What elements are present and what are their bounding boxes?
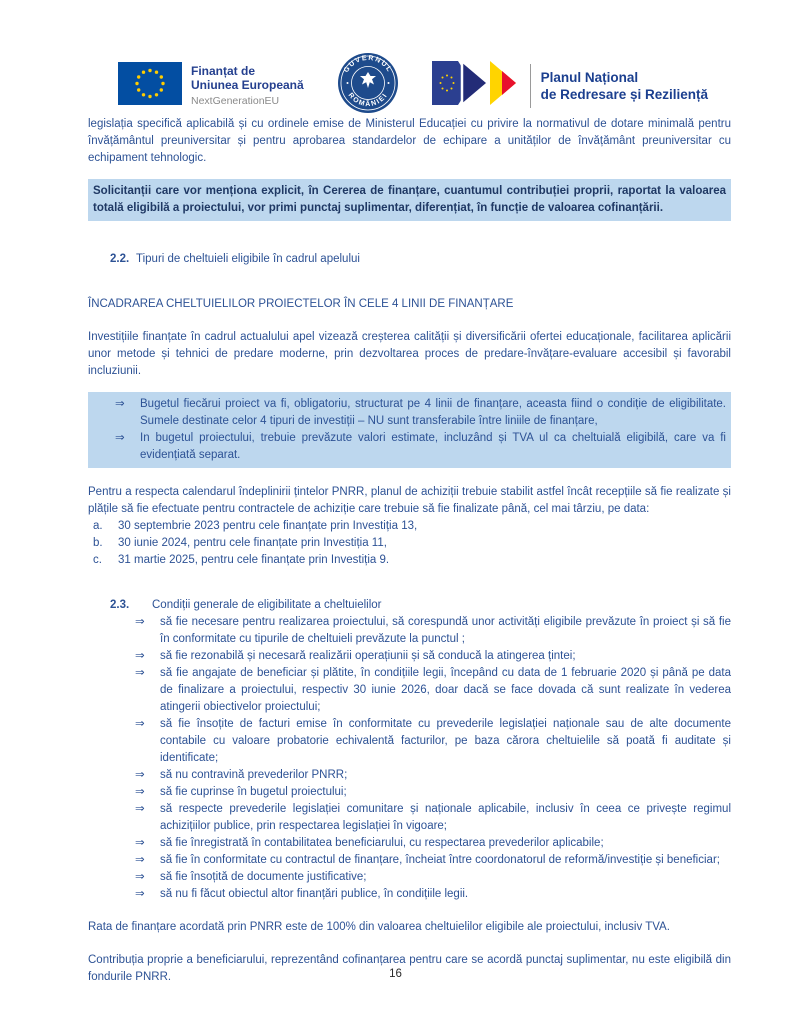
double-arrow-icon: ⇒ [135,871,145,883]
deadline-item [88,518,731,535]
header-logos [118,52,708,119]
svg-text:GUVERNUL: GUVERNUL [342,54,393,75]
eligibility-conditions-list [88,614,731,903]
condition-text: să fie rezonabilă și necesară realizării operațiunii și să conducă la atingerea țintei; [160,650,576,662]
condition-text: să fie înregistrată în contabilitatea beneficiarului, cu respectarea prevederilor aplicabile; [160,837,604,849]
condition-item [88,852,731,869]
deadline-text: 30 septembrie 2023 pentru cele finanțate prin Investiția 13, [118,520,418,532]
highlight-item-text: Bugetul fiecărui proiect va fi, obligatoriu, structurat pe 4 linii de finanțare, aceasta fiind o condiție de eligibilitate. Sumele destinate celor 4 tipuri de investiții – NU sunt transferabile între liniile de finanțare, [140,398,726,427]
calendar-paragraph: Pentru a respecta calendarul îndeplinirii țintelor PNRR, planul de achiziții trebuie stabilit astfel încât recepțiile să fie realizate și plățile să fie efectuate pentru contractele de achiziție care trebuie să fie finalizate până, cel mai târziu, pe data: [88,486,731,515]
condition-text: să fie însoțită de documente justificative; [160,871,367,883]
investments-paragraph: Investițiile finanțate în cadrul actualului apel vizează creșterea calității și diversificării ofertei educaționale, facilitarea aplicării unor metode și tehnici de predare moderne, prin dezvoltarea proces de predare-învățare-evaluare accesibil și favorabil incluziunii. [88,331,731,377]
condition-item [88,665,731,716]
condition-item [88,886,731,903]
pnrr-title [541,69,708,103]
eu-text-line3: NextGenerationEU [191,94,280,107]
caps-heading: ÎNCADRAREA CHELTUIELILOR PROIECTELOR ÎN CELE 4 LINII DE FINANȚARE [88,298,514,310]
svg-text:ROMÂNIEI: ROMÂNIEI [346,91,390,109]
pnrr-title-line2: de Redresare și Reziliență [540,86,708,102]
section-number: 2.2. [110,253,130,265]
pnrr-title-line1: Planul Național [540,69,639,85]
condition-text: să nu contravină prevederilor PNRR; [160,769,348,781]
double-arrow-icon: ⇒ [135,803,145,815]
condition-text: să nu fi făcut obiectul altor finanțări publice, în condițiile legii. [160,888,469,900]
deadline-letter: c. [93,554,102,566]
condition-item [88,716,731,767]
deadline-list [88,518,731,569]
page-number: 16 [389,968,402,980]
highlight-conditions-block [88,392,731,468]
double-arrow-icon: ⇒ [135,854,145,866]
condition-text: să fie însoțite de facturi emise în conformitate cu prevederile legislației naționale sau de alte documente contabile cu valoare probatorie echivalentă facturilor, pe baza cărora cheltuielile să poată fi auditate și identificate; [160,718,731,764]
double-arrow-icon: ⇒ [135,888,145,900]
double-arrow-icon: ⇒ [135,837,145,849]
romanian-government-seal-icon [337,52,399,119]
condition-text: să fie în conformitate cu contractul de finanțare, încheiat între coordonatorul de reformă/investiție și beneficiar; [160,854,720,866]
double-arrow-icon: ⇒ [135,769,145,781]
section-heading-2-2 [110,251,731,268]
deadline-item [88,535,731,552]
eu-flag-icon [118,62,182,110]
double-arrow-icon: ⇒ [135,650,145,662]
highlight-note: Solicitanții care vor menționa explicit, în Cererea de finanțare, cuantumul contribuției proprii, raportat la valoarea totală eligibilă a proiectului, vor primi punctaj suplimentar, diferențiat, în funcție de valoarea cofinanțării. [88,179,731,221]
deadline-text: 31 martie 2025, pentru cele finanțate prin Investiția 9. [118,554,390,566]
double-arrow-icon: ⇒ [115,398,125,410]
eu-text-line2: Uniunea Europeană [191,77,304,92]
condition-text: să respecte prevederile legislației comunitare și naționale aplicabile, inclusiv în ceea ce privește regimul achizițiilor publice, prin respectarea legislației în vigoare; [160,803,731,832]
deadline-text: 30 iunie 2024, pentru cele finanțate prin Investiția 11, [118,537,387,549]
condition-item [88,614,731,648]
pnrr-arrows-icon [432,60,520,111]
deadline-item [88,552,731,569]
intro-paragraph: legislația specifică aplicabilă și cu ordinele emise de Ministerul Educației cu privire la normativul de dotare minimală pentru învățământul preuniversitar și pentru aprobarea standardelor de echipare a unităților de învățământ preuniversitar cu echipament tehnologic. [88,118,731,164]
funding-rate-paragraph: Rata de finanțare acordată prin PNRR este de 100% din valoarea cheltuielilor eligibile ale proiectului, inclusiv TVA. [88,921,670,933]
section-title: Condiții generale de eligibilitate a cheltuielilor [152,599,382,611]
contribution-paragraph: Contribuția proprie a beneficiarului, reprezentând cofinanțarea pentru care se acordă punctaj suplimentar, nu este eligibilă din fondurile PNRR. [88,954,731,983]
condition-text: să fie necesare pentru realizarea proiectului, să corespundă unor activități eligibile prevăzute în proiect și să fie în conformitate cu tipurile de cheltuieli prevăzute la punctul ; [160,616,731,645]
condition-text: să fie cuprinse în bugetul proiectului; [160,786,347,798]
pnrr-logo [432,60,708,111]
eu-text-line1: Finanțat de [191,63,256,78]
highlight-item-text: In bugetul proiectului, trebuie prevăzute valori estimate, incluzând și TVA ul ca cheltuială eligibilă, care va fi evidențiată separat. [140,432,726,461]
condition-item [88,835,731,852]
double-arrow-icon: ⇒ [135,718,145,730]
section-title: Tipuri de cheltuieli eligibile în cadrul apelului [136,253,360,265]
double-arrow-icon: ⇒ [135,786,145,798]
highlight-list-item [93,396,726,430]
double-arrow-icon: ⇒ [135,616,145,628]
document-body [88,116,731,986]
section-number: 2.3. [110,599,130,611]
condition-item [88,801,731,835]
condition-item [88,784,731,801]
eu-funding-text [191,64,304,108]
condition-text: să fie angajate de beneficiar și plătite, în condițiile legii, începând cu data de 1 februarie 2020 și până pe data de finalizare a proiectului, respectiv 30 iunie 2026, doar dacă se face dovada că sunt realizate în vederea atingerii obiectivelor proiectului; [160,667,731,713]
condition-item [88,648,731,665]
deadline-letter: a. [93,520,103,532]
double-arrow-icon: ⇒ [115,432,125,444]
eu-funding-logo [118,62,304,110]
section-heading-2-3 [110,597,731,614]
condition-item [88,767,731,784]
pnrr-divider [530,64,531,108]
double-arrow-icon: ⇒ [135,667,145,679]
highlight-list-item [93,430,726,464]
condition-item [88,869,731,886]
deadline-letter: b. [93,537,103,549]
